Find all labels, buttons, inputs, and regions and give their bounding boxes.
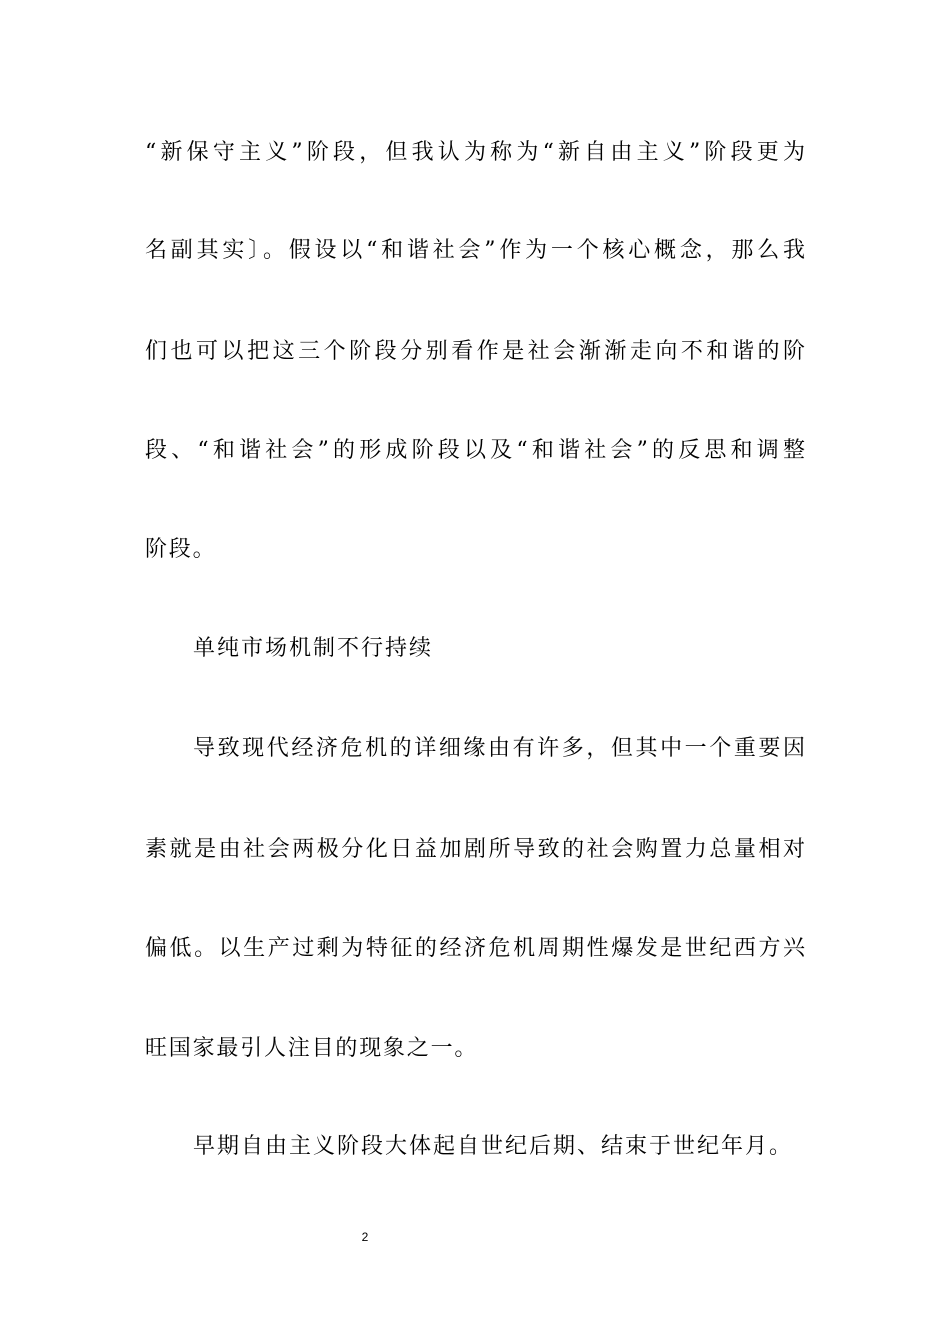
text-line: 素就是由社会两极分化日益加剧所导致的社会购置力总量相对 [145, 837, 805, 862]
text-line: 导致现代经济危机的详细缘由有许多，但其中一个重要因 [193, 736, 805, 761]
text-line: 旺国家最引人注目的现象之一。 [145, 1036, 479, 1061]
text-line: 早期自由主义阶段大体起自世纪后期、结束于世纪年月。 [193, 1134, 794, 1159]
text-line: 段、“和谐社会”的形成阶段以及“和谐社会”的反思和调整 [145, 438, 805, 463]
section-heading: 单纯市场机制不行持续 [193, 636, 434, 661]
text-line: “新保守主义”阶段，但我认为称为“新自由主义”阶段更为 [145, 140, 805, 165]
text-line: 们也可以把这三个阶段分别看作是社会渐渐走向不和谐的阶 [145, 339, 805, 364]
page-number: 2 [361, 1230, 369, 1244]
text-line: 偏低。以生产过剩为特征的经济危机周期性爆发是世纪西方兴 [145, 936, 805, 961]
text-line: 阶段。 [145, 537, 217, 562]
text-line: 名副其实〕。假设以“和谐社会”作为一个核心概念，那么我 [145, 238, 805, 263]
